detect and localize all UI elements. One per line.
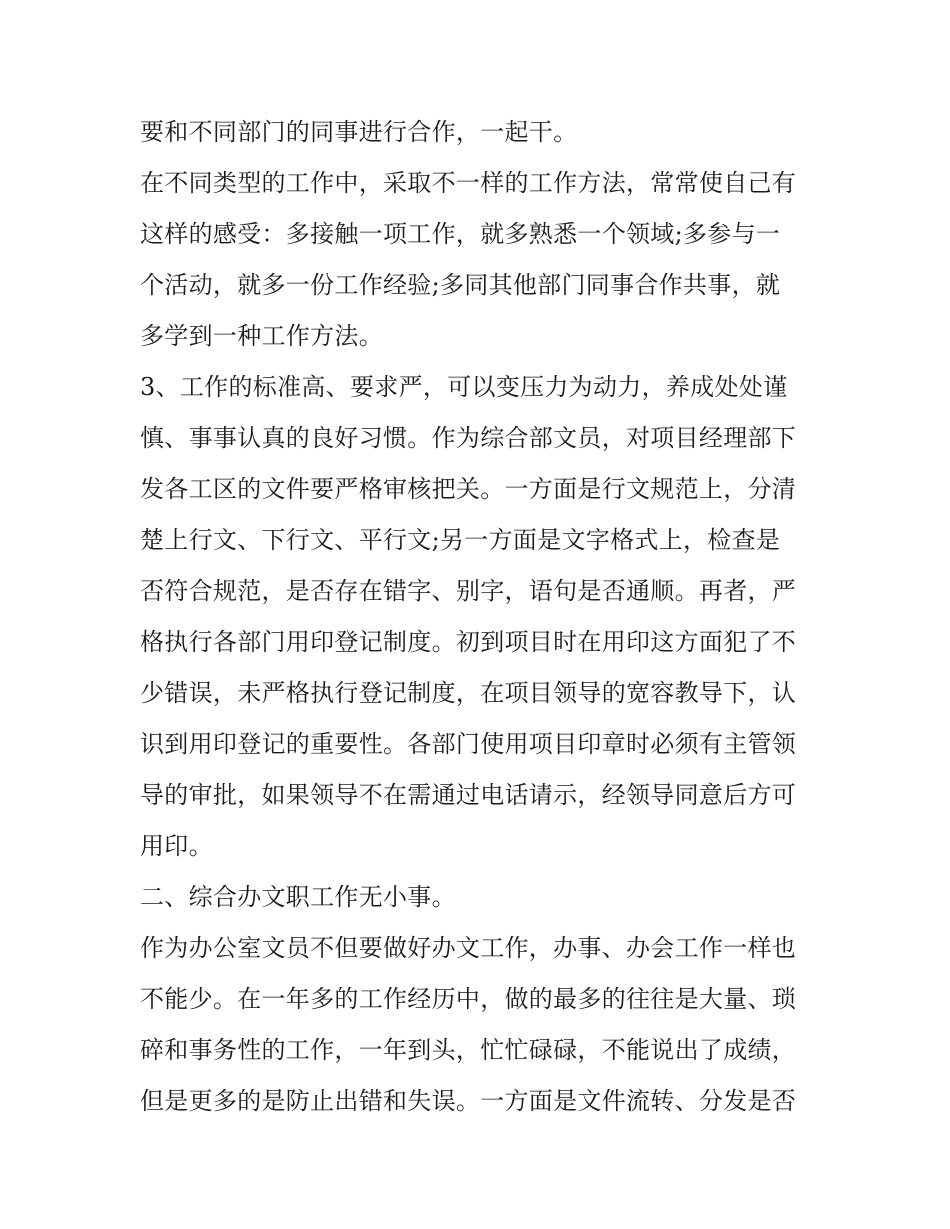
- text-line: 楚上行文、下行文、平行文;另一方面是文字格式上，检查是: [140, 526, 781, 554]
- text-line: 识到用印登记的重要性。各部门使用项目印章时必须有主管领: [140, 730, 797, 758]
- text-line: 作为办公室文员不但要做好办文工作，办事、办会工作一样也: [140, 934, 797, 962]
- text-line: 要和不同部门的同事进行合作，一起干。: [140, 118, 578, 146]
- text-line: 多学到一种工作方法。: [140, 322, 383, 350]
- text-line: 个活动，就多一份工作经验;多同其他部门同事合作共事，就: [140, 271, 781, 299]
- text-line: 这样的感受：多接触一项工作，就多熟悉一个领域;多参与一: [140, 220, 781, 248]
- text-line: 但是更多的是防止出错和失误。一方面是文件流转、分发是否: [140, 1087, 797, 1115]
- text-line: 发各工区的文件要严格审核把关。一方面是行文规范上，分清: [140, 475, 797, 503]
- text-line: 不能少。在一年多的工作经历中，做的最多的往往是大量、琐: [140, 985, 797, 1013]
- text-line: 3、工作的标准高、要求严，可以变压力为动力，养成处处谨: [140, 373, 788, 401]
- text-line: 慎、事事认真的良好习惯。作为综合部文员，对项目经理部下: [140, 424, 797, 452]
- text-line: 格执行各部门用印登记制度。初到项目时在用印这方面犯了不: [140, 628, 797, 656]
- section-heading: 二、综合办文职工作无小事。: [140, 883, 456, 911]
- text-line: 导的审批，如果领导不在需通过电话请示，经领导同意后方可: [140, 781, 797, 809]
- text-line: 在不同类型的工作中，采取不一样的工作方法，常常使自己有: [140, 169, 797, 197]
- text-line: 用印。: [140, 832, 213, 860]
- body-text: [140, 107, 820, 1127]
- text-line: 碎和事务性的工作，一年到头，忙忙碌碌，不能说出了成绩，: [140, 1036, 797, 1064]
- text-line: 否符合规范，是否存在错字、别字，语句是否通顺。再者，严: [140, 577, 797, 605]
- text-line: 少错误，未严格执行登记制度，在项目领导的宽容教导下，认: [140, 679, 797, 707]
